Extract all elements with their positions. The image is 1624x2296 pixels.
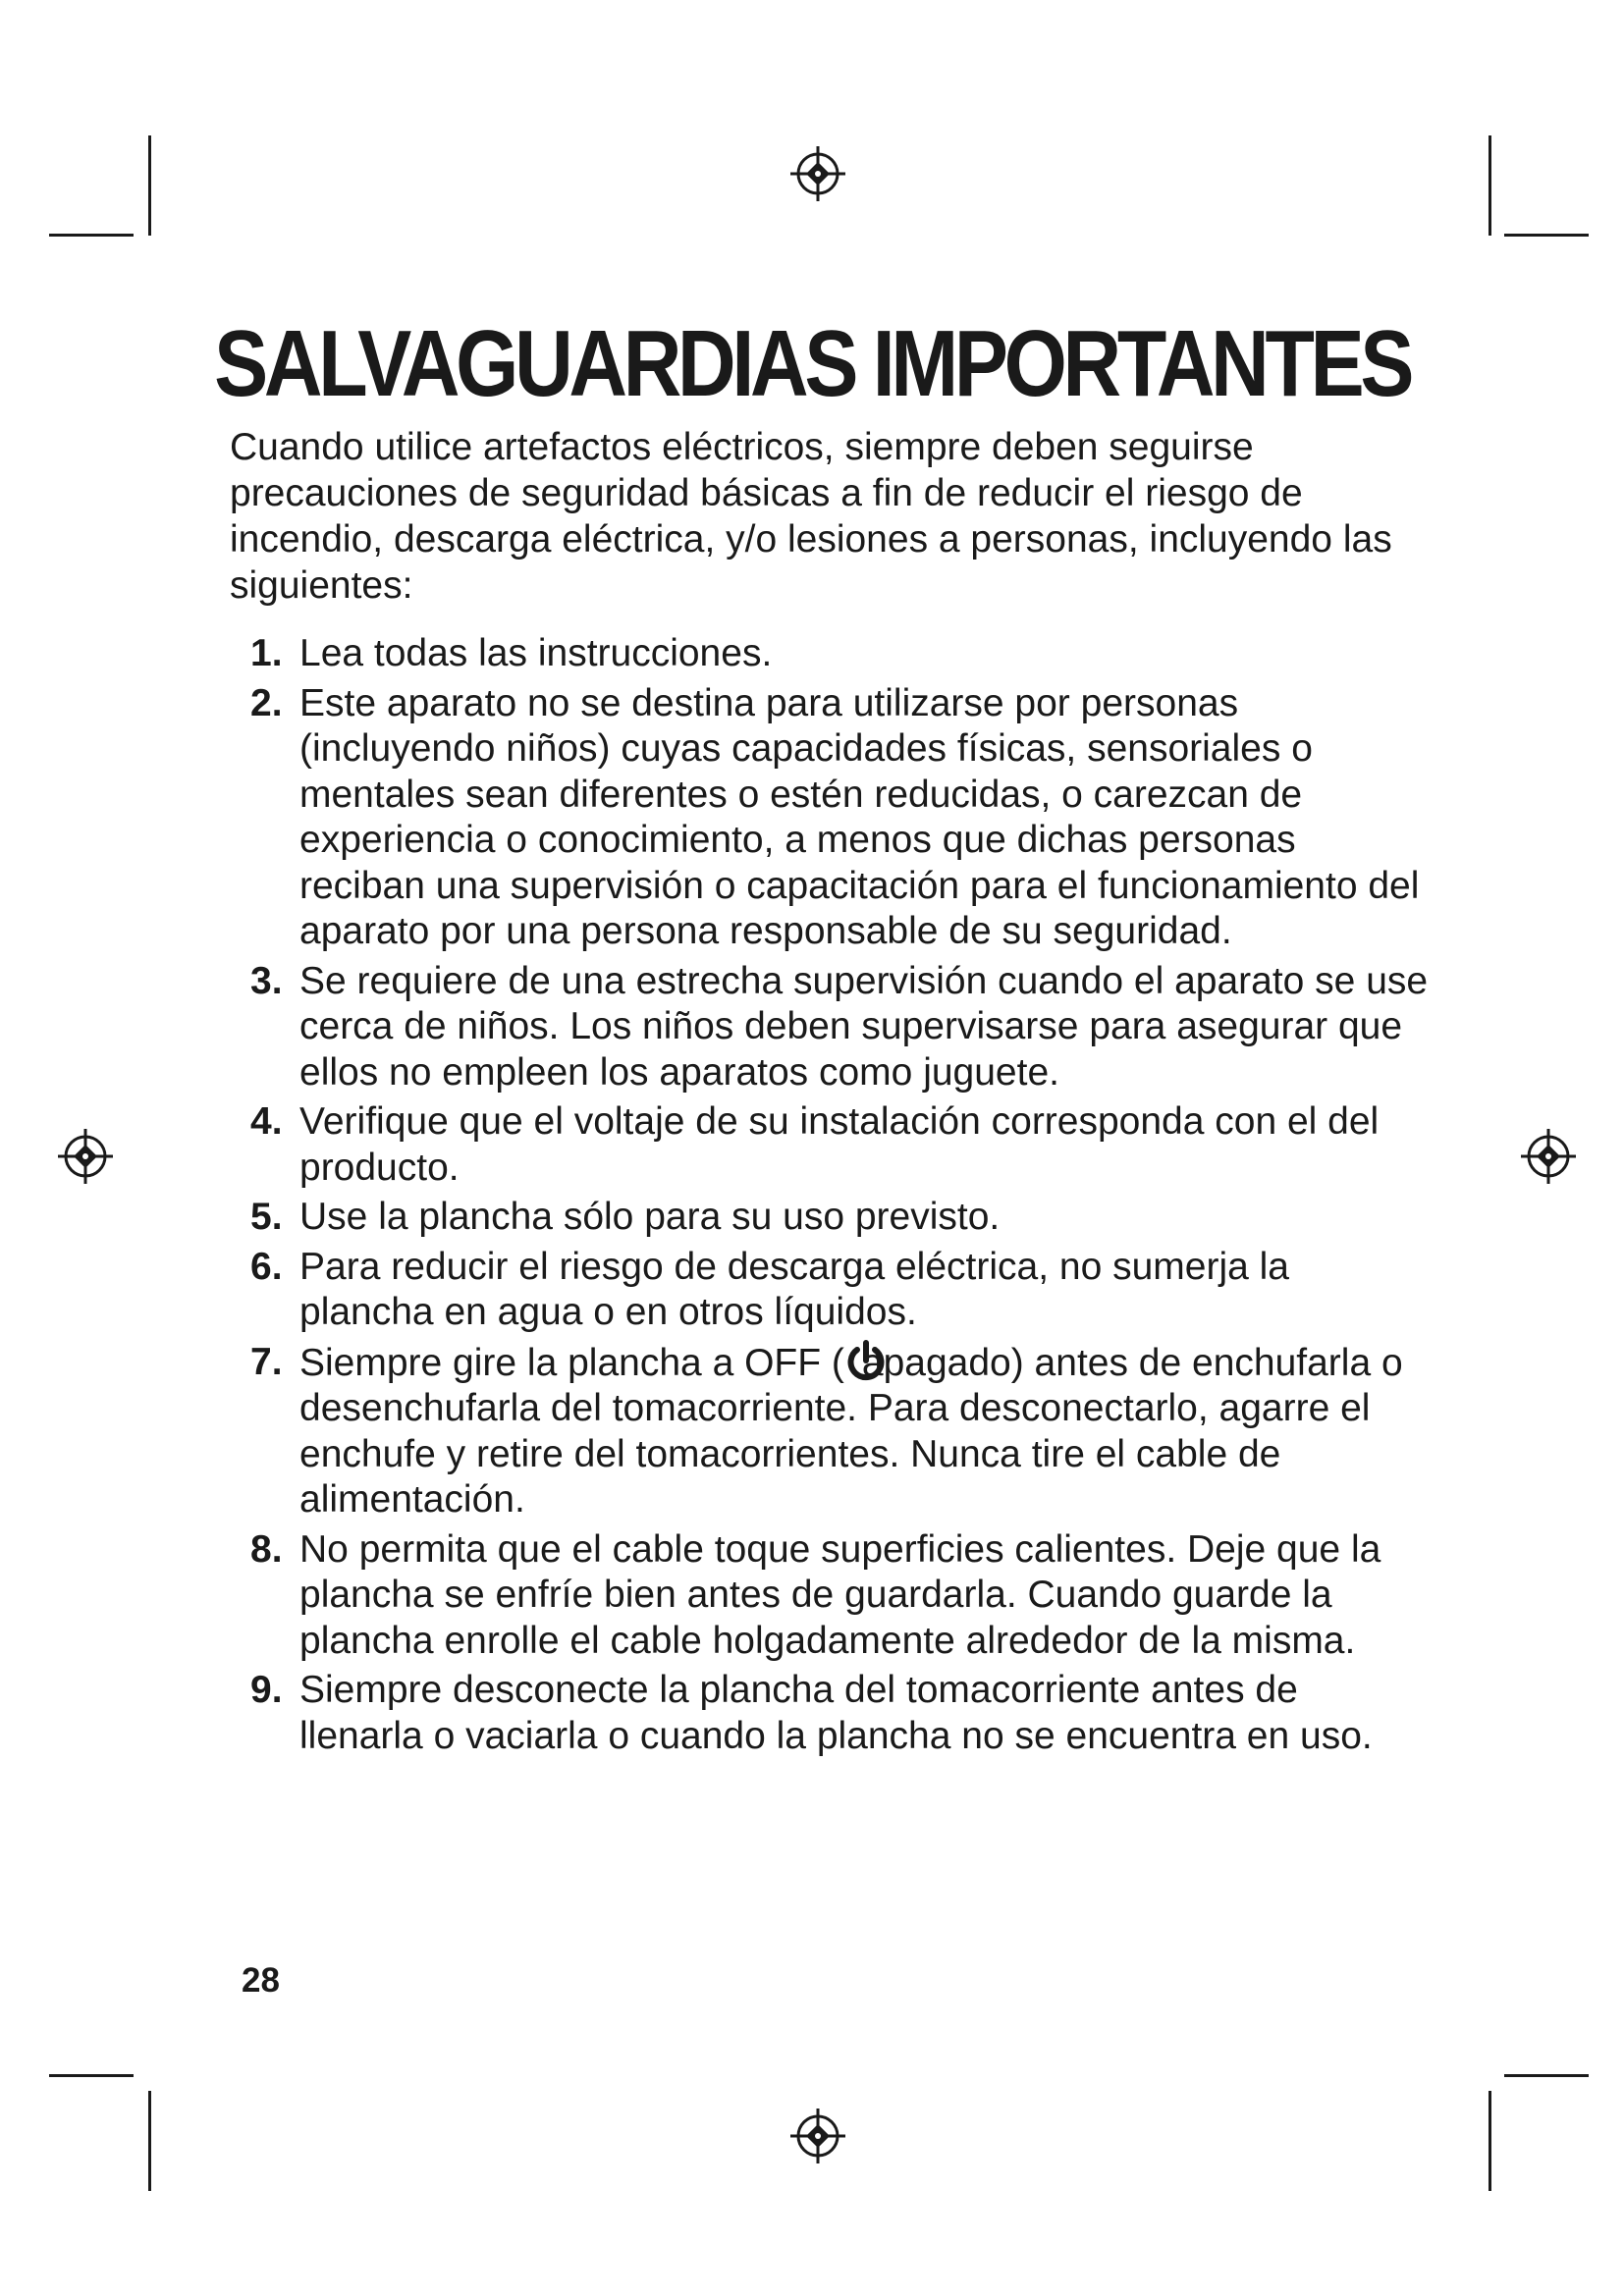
list-item	[250, 1668, 1429, 1759]
item-text-after-icon: apagado) antes de enchufarla o desenchufarla del tomacorriente. Para desconectarlo, agarre el enchufe y retire del tomacorrientes. Nunca tire el cable de alimentación.	[299, 1341, 1403, 1521]
item-number: 7.	[250, 1340, 283, 1383]
list-item	[250, 959, 1429, 1096]
registration-mark-right-icon	[1519, 1127, 1578, 1186]
item-number: 3.	[250, 959, 283, 1002]
item-number: 2.	[250, 681, 283, 724]
item-text: Lea todas las instrucciones.	[299, 632, 773, 674]
safeguards-list	[250, 631, 1429, 1763]
item-number: 1.	[250, 632, 283, 674]
page-number: 28	[242, 1961, 280, 2000]
item-number: 6.	[250, 1245, 283, 1288]
crop-mark-top-left-vertical	[148, 135, 151, 236]
list-item	[250, 1099, 1429, 1191]
intro-paragraph: Cuando utilice artefactos eléctricos, siempre deben seguirse precauciones de seguridad básicas a fin de reducir el riesgo de incendio, descarga eléctrica, y/o lesiones a personas, incluyendo las siguientes:	[230, 426, 1392, 607]
registration-mark-left-icon	[56, 1127, 115, 1186]
item-text: Para reducir el riesgo de descarga eléctrica, no sumerja la plancha en agua o en otros líquidos.	[299, 1245, 1290, 1333]
crop-mark-top-left-horizontal	[49, 234, 134, 237]
item-number: 5.	[250, 1196, 283, 1238]
item-number: 8.	[250, 1527, 283, 1571]
list-item	[250, 631, 1429, 677]
item-text: Use la plancha sólo para su uso previsto.	[299, 1196, 1001, 1238]
item-text: Este aparato no se destina para utilizarse por personas (incluyendo niños) cuyas capacidades físicas, sensoriales o mentales sean diferentes o estén reducidas, o carezcan de experiencia o conocimiento, a menos que dichas personas reciban una supervisión o capacitación para el funcionamiento del aparato por una persona responsable de su seguridad.	[299, 681, 1420, 952]
list-item	[250, 681, 1429, 955]
list-item	[250, 1340, 1429, 1523]
item-text-before-icon: Siempre gire la plancha a OFF (	[299, 1341, 844, 1384]
list-item	[250, 1195, 1429, 1241]
page-title: SALVAGUARDIAS IMPORTANTES	[214, 311, 1411, 416]
crop-mark-top-right-horizontal	[1504, 234, 1589, 237]
list-item	[250, 1527, 1429, 1665]
crop-mark-bottom-right-vertical	[1489, 2091, 1491, 2191]
crop-mark-bottom-left-vertical	[148, 2091, 151, 2191]
list-item	[250, 1245, 1429, 1336]
item-number: 9.	[250, 1669, 283, 1711]
item-text: Verifique que el voltaje de su instalación corresponda con el del producto.	[299, 1100, 1380, 1189]
crop-mark-top-right-vertical	[1489, 135, 1491, 236]
crop-mark-bottom-right-horizontal	[1504, 2074, 1589, 2077]
registration-mark-bottom-icon	[788, 2107, 847, 2165]
registration-mark-top-icon	[788, 144, 847, 203]
item-text: Se requiere de una estrecha supervisión cuando el aparato se use cerca de niños. Los niños deben supervisarse para asegurar que ellos no empleen los aparatos como juguete.	[299, 959, 1429, 1094]
crop-mark-bottom-left-horizontal	[49, 2074, 134, 2077]
item-text: No permita que el cable toque superficies calientes. Deje que la plancha se enfríe bien antes de guardarla. Cuando guarde la plancha enrolle el cable holgadamente alrededor de la misma.	[299, 1527, 1381, 1662]
item-text: Siempre desconecte la plancha del tomacorriente antes de llenarla o vaciarla o cuando la plancha no se encuentra en uso.	[299, 1669, 1373, 1757]
power-icon	[844, 1340, 888, 1383]
item-number: 4.	[250, 1100, 283, 1143]
